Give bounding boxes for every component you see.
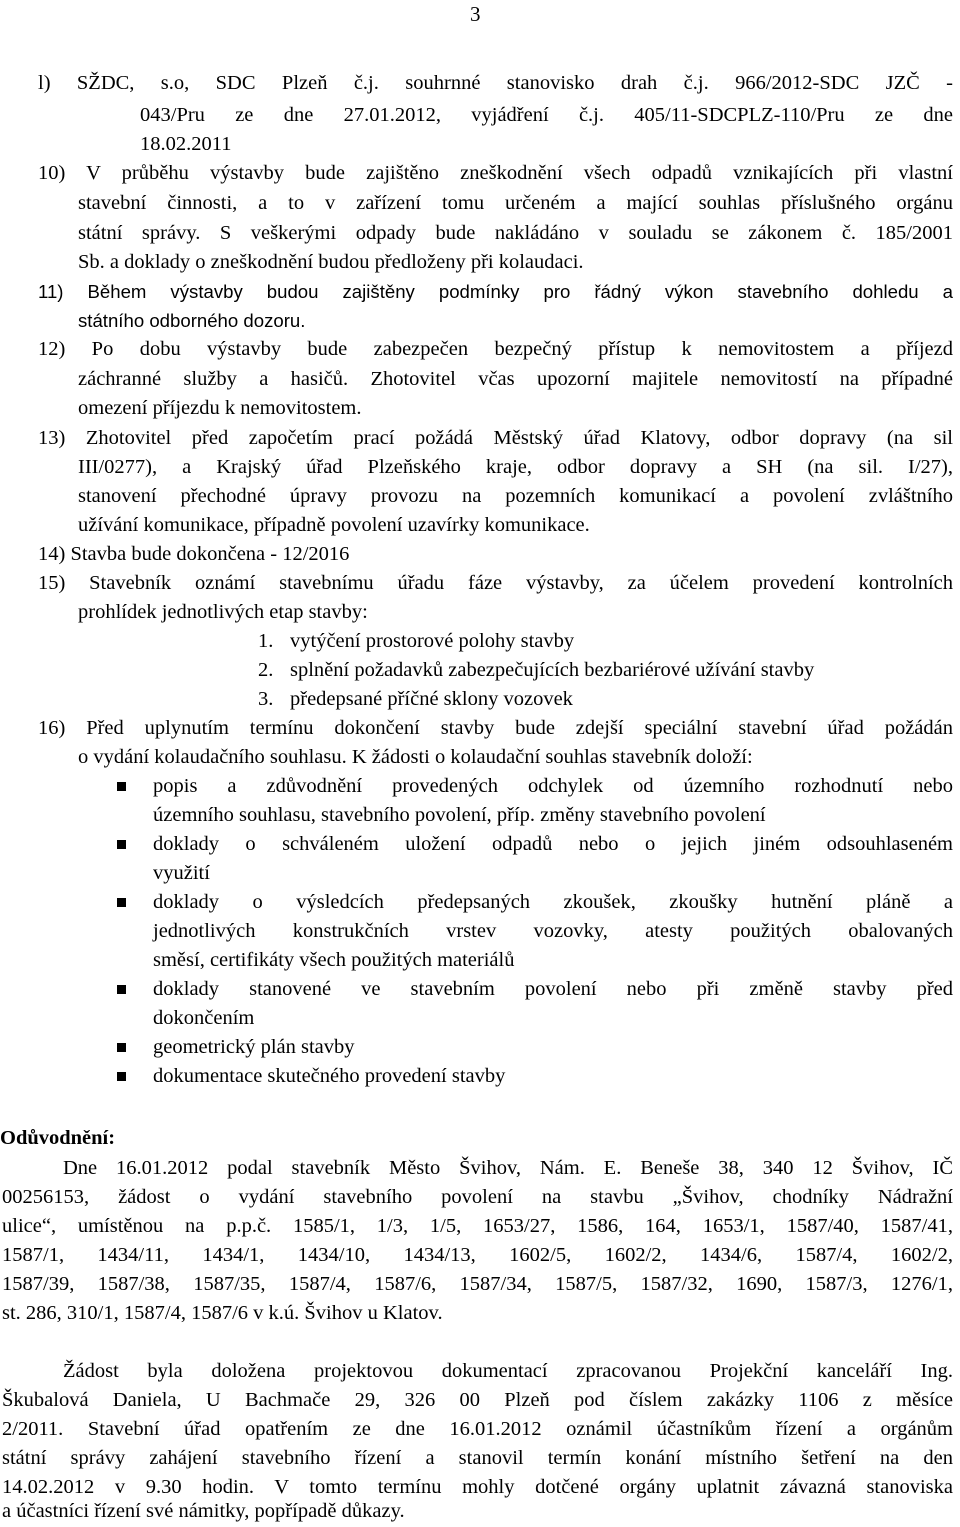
reasoning-p1-line-6: st. 286, 310/1, 1587/4, 1587/6 v k.ú. Švihov u Klatov. — [2, 1302, 443, 1324]
condition-12-line-2: záchranné služby a hasičů. Zhotovitel včas upozorní majitele nemovitostí na případné — [78, 368, 953, 390]
bullet-square-icon — [117, 898, 126, 907]
reasoning-p1-line-1: Dne 16.01.2012 podal stavebník Město Švihov, Nám. E. Beneše 38, 340 12 Švihov, IČ — [63, 1157, 953, 1179]
reasoning-p1-line-2: 00256153, žádost o vydání stavebního povolení na stavbu „Švihov, chodníky Nádražní — [2, 1186, 953, 1208]
condition-12-line-3: omezení příjezdu k nemovitostem. — [78, 397, 362, 419]
bullet-1-line-1: popis a zdůvodnění provedených odchylek od územního rozhodnutí nebo — [153, 775, 953, 797]
condition-13-line-2: III/0277), a Krajský úřad Plzeňského kraje, odbor dopravy a SH (na sil. I/27), — [78, 456, 953, 478]
condition-l-line-3: 18.02.2011 — [140, 133, 232, 155]
reasoning-p2-line-5: 14.02.2012 v 9.30 hodin. V tomto termínu mohly dotčené orgány uplatnit závazná stanoviska — [2, 1476, 953, 1498]
bullet-2-line-2: využití — [153, 862, 210, 884]
bullet-square-icon — [117, 782, 126, 791]
stage-number-2: 2. — [258, 659, 274, 681]
stage-text-3: předepsané příčné sklony vozovek — [290, 688, 573, 710]
stage-number-3: 3. — [258, 688, 274, 710]
bullet-4-line-2: dokončením — [153, 1007, 255, 1029]
condition-13-line-4: užívání komunikace, případně povolení uzavírky komunikace. — [78, 514, 590, 536]
reasoning-p2-line-4: státní správy zahájení stavebního řízení a stanovil termín konání místního šetření na den — [2, 1447, 953, 1469]
reasoning-p2-line-2: Škubalová Daniela, U Bachmače 29, 326 00 Plzeň pod číslem zakázky 1106 z měsíce — [2, 1389, 953, 1411]
condition-11-line-1: 11) Během výstavby budou zajištěny podmínky pro řádný výkon stavebního dohledu a — [38, 281, 953, 302]
bullet-square-icon — [117, 985, 126, 994]
bullet-2-line-1: doklady o schváleném uložení odpadů nebo o jejich jiném odsouhlaseném — [153, 833, 953, 855]
bullet-5-line-1: geometrický plán stavby — [153, 1036, 355, 1058]
bullet-square-icon — [117, 1043, 126, 1052]
bullet-3-line-2: jednotlivých konstrukčních vrstev vozovky, atesty použitých obalovaných — [153, 920, 953, 942]
condition-13-line-3: stanovení přechodné úpravy provozu na pozemních komunikací a povolení zvláštního — [78, 485, 953, 507]
condition-15-line-1: 15) Stavebník oznámí stavebnímu úřadu fáze výstavby, za účelem provedení kontrolních — [38, 572, 953, 594]
bullet-square-icon — [117, 840, 126, 849]
condition-16-line-1: 16) Před uplynutím termínu dokončení stavby bude zdejší speciální stavební úřad požádán — [38, 717, 953, 739]
reasoning-p2-line-6: a účastníci řízení své námitky, popřípadě důkazy. — [2, 1500, 405, 1522]
stage-text-1: vytýčení prostorové polohy stavby — [290, 630, 575, 652]
condition-10-line-1: 10) V průběhu výstavby bude zajištěno zneškodnění všech odpadů vznikajících při vlastní — [38, 162, 953, 184]
condition-l-line-2: 043/Pru ze dne 27.01.2012, vyjádření č.j. 405/11-SDCPLZ-110/Pru ze dne — [140, 104, 953, 126]
reasoning-p1-line-5: 1587/39, 1587/38, 1587/35, 1587/4, 1587/6, 1587/34, 1587/5, 1587/32, 1690, 1587/3, 1276/1, — [2, 1273, 953, 1295]
stage-number-1: 1. — [258, 630, 274, 652]
bullet-3-line-1: doklady o výsledcích předepsaných zkoušek, zkoušky hutnění pláně a — [153, 891, 953, 913]
reasoning-p1-line-3: ulice“, umístěnou na p.p.č. 1585/1, 1/3, 1/5, 1653/27, 1586, 164, 1653/1, 1587/40, 1587/41, — [2, 1215, 953, 1237]
reasoning-p1-line-4: 1587/1, 1434/11, 1434/1, 1434/10, 1434/13, 1602/5, 1602/2, 1434/6, 1587/4, 1602/2, — [2, 1244, 953, 1266]
condition-16-line-2: o vydání kolaudačního souhlasu. K žádosti o kolaudační souhlas stavebník doloží: — [78, 746, 753, 768]
condition-10-line-2: stavební činnosti, a to v zařízení tomu určeném a mající souhlas příslušného orgánu — [78, 192, 953, 214]
reasoning-p2-line-1: Žádost byla doložena projektovou dokumentací zpracovanou Projekční kanceláří Ing. — [63, 1360, 953, 1382]
bullet-square-icon — [117, 1072, 126, 1081]
bullet-6-line-1: dokumentace skutečného provedení stavby — [153, 1065, 506, 1087]
condition-l-line-1: l) SŽDC, s.o, SDC Plzeň č.j. souhrnné stanovisko drah č.j. 966/2012-SDC JZČ - — [38, 72, 953, 94]
condition-11-line-2: státního odborného dozoru. — [78, 310, 306, 331]
reasoning-p2-line-3: 2/2011. Stavební úřad opatřením ze dne 16.01.2012 oznámil účastníkům řízení a orgánům — [2, 1418, 953, 1440]
page-number: 3 — [470, 2, 481, 26]
bullet-4-line-1: doklady stanovené ve stavebním povolení nebo při změně stavby před — [153, 978, 953, 1000]
condition-10-line-4: Sb. a doklady o zneškodnění budou předloženy při kolaudaci. — [78, 251, 584, 273]
condition-15-line-2: prohlídek jednotlivých etap stavby: — [78, 601, 368, 623]
bullet-1-line-2: územního souhlasu, stavebního povolení, příp. změny stavebního povolení — [153, 804, 766, 826]
condition-12-line-1: 12) Po dobu výstavby bude zabezpečen bezpečný přístup k nemovitostem a příjezd — [38, 338, 953, 360]
condition-10-line-3: státní správy. S veškerými odpady bude nakládáno v souladu se zákonem č. 185/2001 — [78, 222, 953, 244]
stage-text-2: splnění požadavků zabezpečujících bezbariérové užívání stavby — [290, 659, 815, 681]
condition-13-line-1: 13) Zhotovitel před započetím prací požádá Městský úřad Klatovy, odbor dopravy (na sil — [38, 427, 953, 449]
bullet-3-line-3: směsí, certifikáty všech použitých materiálů — [153, 949, 515, 971]
reasoning-heading: Odůvodnění: — [0, 1127, 116, 1149]
condition-14: 14) Stavba bude dokončena - 12/2016 — [38, 543, 350, 565]
